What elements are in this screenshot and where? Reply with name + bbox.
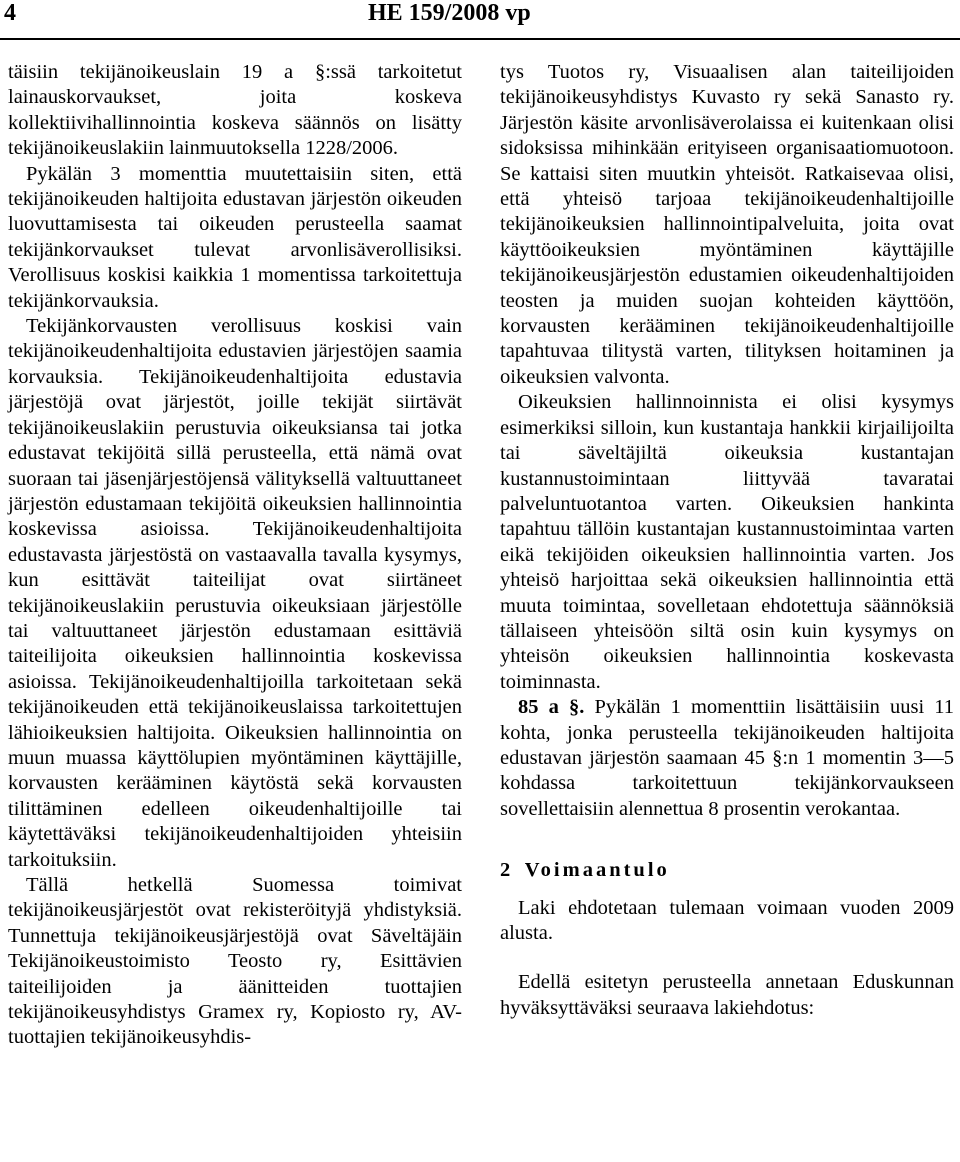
heading-number: 2 bbox=[500, 859, 511, 882]
spacer bbox=[500, 822, 954, 846]
paragraph: Tällä hetkellä Suomessa toimivat tekijänoikeusjärjestöt ovat rekisteröityjä yhdistyksiä. Tunnettuja tekijänoikeusjärjestöjä ovat Säveltäjäin Tekijänoikeustoimisto Teosto ry, Esittävien taiteilijoiden ja äänitteiden tuottajien tekijänoikeusyhdistys Gramex ry, Kopiosto ry, AV-tuottajien tekijänoikeusyhdis- bbox=[8, 874, 462, 1049]
spacer bbox=[500, 946, 954, 970]
paragraph: Tekijänkorvausten verollisuus koskisi vain tekijänoikeudenhaltijoita edustavien järjestöjen saamia korvauksia. Tekijänoikeudenhaltijoita edustavia järjestöjä ovat järjestöt, joille tekijät siirtävät tekijänoikeuslakiin perustuvia oikeuksiansa tai jotka edustavat tekijöitä sillä perusteella, että nämä ovat suoraan tai jäsenjärjestöjensä välityksellä valtuuttaneet järjestön edustamaan tekijöitä oikeuksien hallinnointia koskevissa asioissa. Tekijänoikeudenhaltijoita edustavasta järjestöstä on vastaavalla tavalla kysymys, kun esittävät taiteilijat ovat siirtäneet tekijänoikeuslakiin perustuvia oikeuksiaan järjestölle tai valtuuttaneet järjestön edustamaan esittäviä taiteilijoita oikeuksien hallinnointia koskevissa asioissa. Tekijänoikeudenhaltijoilla tarkoitetaan sekä tekijänoikeuden että tekijänoikeuslaissa tarkoitettujen lähioikeuksien haltijoita. Oikeuksien hallinnointia on muun muassa käyttölupien myöntäminen käyttäjille, korvausten kerääminen käytöstä sekä korvausten tilittäminen edelleen oikeudenhaltijoille tai käytettäväksi tekijänoikeudenhaltijoiden yhteisiin tarkoituksiin. bbox=[8, 315, 462, 871]
paragraph: Laki ehdotetaan tulemaan voimaan vuoden 2009 alusta. bbox=[500, 896, 954, 944]
heading-title: Voimaantulo bbox=[524, 859, 670, 882]
paragraph: tys Tuotos ry, Visuaalisen alan taiteilijoiden tekijänoikeusyhdistys Kuvasto ry sekä Sanasto ry. Järjestön käsite arvonlisäverolaissa ei kuitenkaan olisi sidoksissa mihinkään erityiseen organisaatiomuotoon. Se kattaisi siten muutkin yhteisöt. Ratkaisevaa olisi, että yhteisö tarjoaa tekijänoikeudenhaltijoille tekijänoikeuksien hallinnointipalveluita, joita ovat käyttöoikeuksien myöntäminen käyttäjille tekijänoikeusjärjestön edustamien oikeudenhaltijoiden teosten ja muiden suojan kohteiden käyttöön, korvausten kerääminen tekijänoikeudenhaltijoille tapahtuvaa tilitystä varten, tilityksen hoitaminen ja oikeuksien valvonta. bbox=[500, 61, 954, 388]
section-text: Pykälän 1 momenttiin lisättäisiin uusi 11 kohta, jonka perusteella tekijänoikeuden haltijoita edustavan järjestön saamaan 45 §:n 1 momentin 3—5 kohdassa tarkoitettuun tekijänkorvaukseen sovellettaisiin alennettua 8 prosentin verokantaa. bbox=[500, 696, 954, 820]
chapter-heading bbox=[500, 858, 954, 883]
header-rule bbox=[0, 38, 960, 40]
document-id: HE 159/2008 vp bbox=[368, 0, 531, 26]
right-column bbox=[500, 60, 954, 1021]
paragraph: täisiin tekijänoikeuslain 19 a §:ssä tarkoitetut lainauskorvaukset, joita koskeva kollektiivihallinnointia koskeva säännös on lisätty tekijänoikeuslakiin lainmuutoksella 1228/2006. bbox=[8, 61, 462, 160]
left-column bbox=[8, 60, 462, 1051]
paragraph: Oikeuksien hallinnoinnista ei olisi kysymys esimerkiksi silloin, kun kustantaja hankkii kirjailijoilta tai säveltäjiltä oikeuksia kustantajan kustannustoimintaan liittyvää tavaratai palveluntuotantoa varten. Oikeuksien hankinta tapahtuu tällöin kustantajan kustannustoimintaa varten eikä tekijöiden oikeuksien hallinnointia varten. Jos yhteisö harjoittaa sekä oikeuksien hallinnointia että muuta toimintaa, sovelletaan ehdotettuja säännöksiä tällaiseen yhteisöön siltä osin kuin kysymys on yhteisön oikeuksien hallinnointia koskevasta toiminnasta. bbox=[500, 391, 954, 693]
paragraph: Pykälän 3 momenttia muutettaisiin siten, että tekijänoikeuden haltijoita edustavan järjestön oikeuden luovuttamisesta tai oikeuden perusteella saamat tekijänkorvaukset tulevat arvonlisäverollisiksi. Verollisuus koskisi kaikkia 1 momentissa tarkoitettuja tekijänkorvauksia. bbox=[8, 162, 462, 312]
section-paragraph bbox=[500, 695, 954, 822]
page-header bbox=[0, 0, 960, 40]
section-label: 85 a §. bbox=[518, 696, 585, 719]
paragraph: Edellä esitetyn perusteella annetaan Eduskunnan hyväksyttäväksi seuraava lakiehdotus: bbox=[500, 971, 954, 1019]
page-number: 4 bbox=[4, 0, 16, 26]
